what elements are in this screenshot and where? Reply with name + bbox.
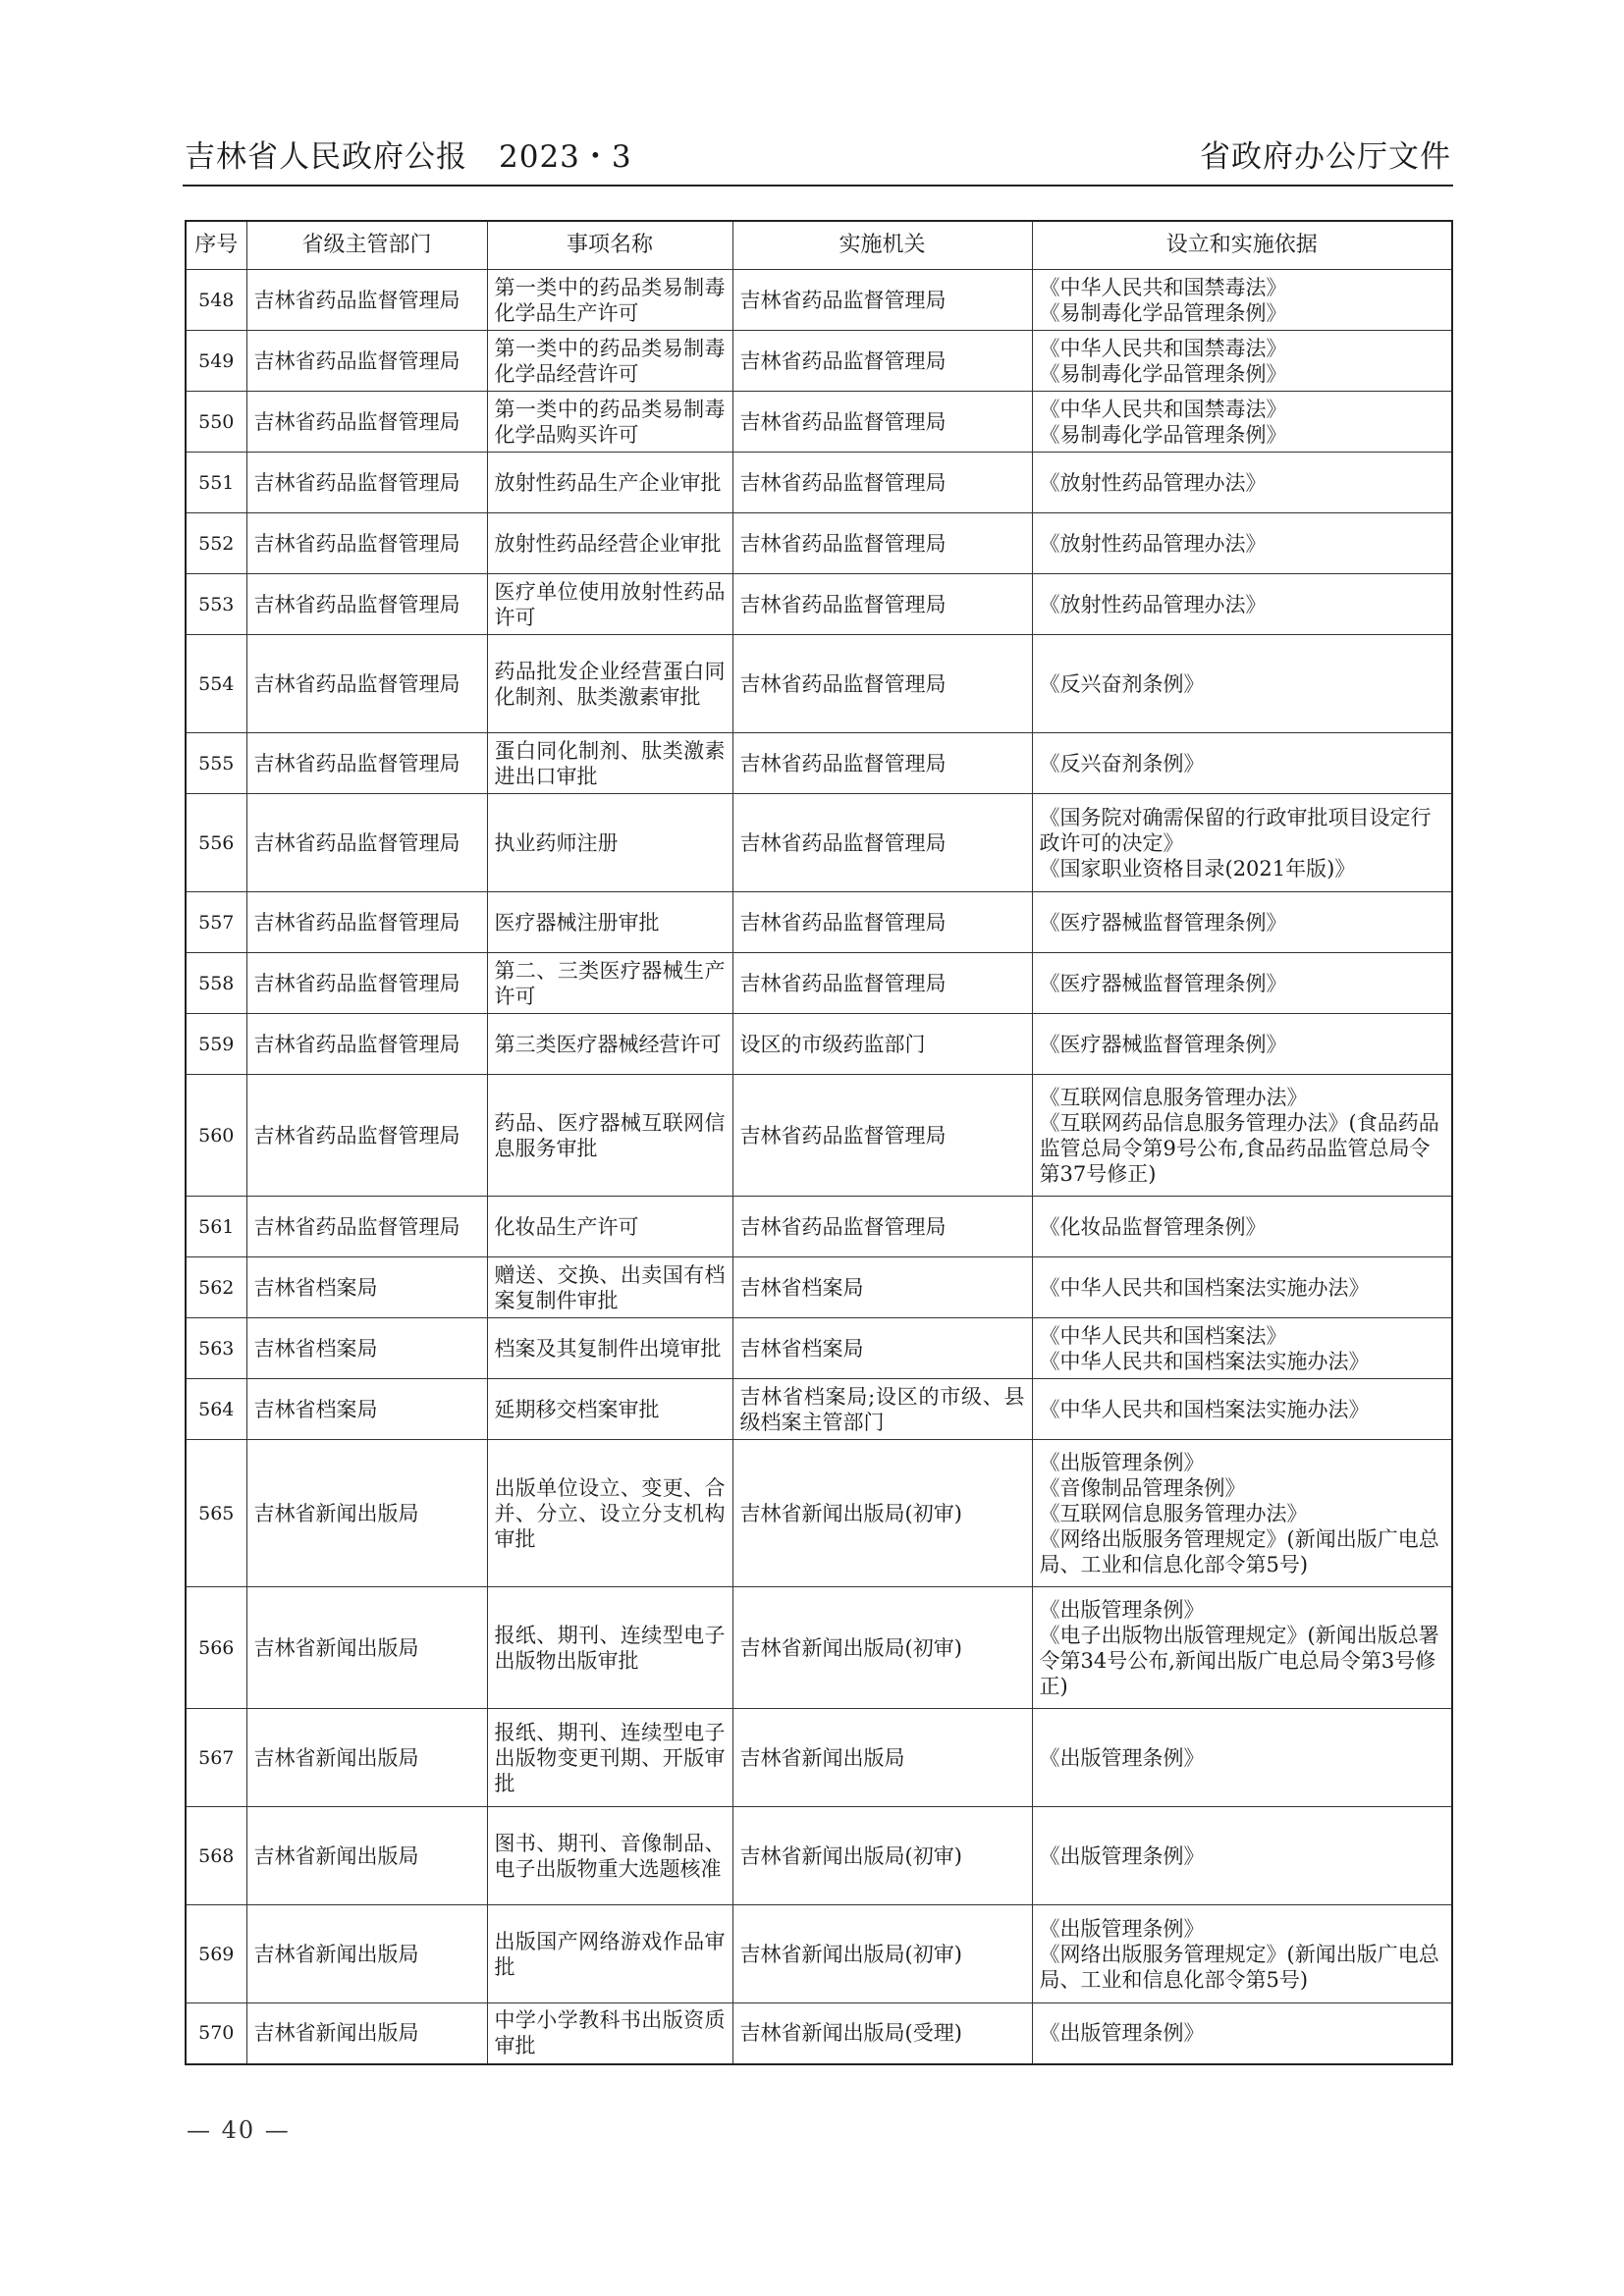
row-item-name: 药品、医疗器械互联网信息服务审批 [487, 1075, 732, 1197]
column-header-number: 序号 [186, 221, 246, 270]
row-item-name: 报纸、期刊、连续型电子出版物出版审批 [487, 1587, 732, 1709]
row-agency: 吉林省药品监督管理局 [732, 635, 1032, 733]
basis-entry: 《国务院对确需保留的行政审批项目设定行政许可的决定》 [1039, 805, 1432, 855]
row-number: 550 [186, 392, 246, 453]
row-agency: 设区的市级药监部门 [732, 1014, 1032, 1075]
row-number: 566 [186, 1587, 246, 1709]
basis-entry: 《出版管理条例》 [1039, 1843, 1205, 1868]
basis-entry: 《出版管理条例》 [1039, 1745, 1205, 1770]
row-number: 568 [186, 1807, 246, 1905]
basis-entry: 《放射性药品管理办法》 [1039, 531, 1267, 556]
row-department: 吉林省药品监督管理局 [246, 392, 487, 453]
row-agency: 吉林省新闻出版局(受理) [732, 2003, 1032, 2064]
table-row [186, 1014, 1452, 1075]
table-row [186, 953, 1452, 1014]
row-basis [1032, 1905, 1452, 2003]
row-agency: 吉林省档案局;设区的市级、县级档案主管部门 [732, 1379, 1032, 1440]
row-basis [1032, 1379, 1452, 1440]
column-header-basis: 设立和实施依据 [1032, 221, 1452, 270]
table-row [186, 513, 1452, 574]
table-row [186, 331, 1452, 392]
row-basis [1032, 513, 1452, 574]
row-basis [1032, 733, 1452, 794]
row-department: 吉林省药品监督管理局 [246, 794, 487, 892]
basis-entry: 《中华人民共和国档案法实施办法》 [1039, 1275, 1370, 1300]
row-number: 548 [186, 270, 246, 331]
table-row [186, 1197, 1452, 1257]
row-agency: 吉林省新闻出版局(初审) [732, 1807, 1032, 1905]
row-item-name: 图书、期刊、音像制品、电子出版物重大选题核准 [487, 1807, 732, 1905]
row-number: 555 [186, 733, 246, 794]
table-row [186, 1075, 1452, 1197]
table-row [186, 733, 1452, 794]
row-agency: 吉林省新闻出版局 [732, 1709, 1032, 1807]
row-department: 吉林省档案局 [246, 1318, 487, 1379]
row-agency: 吉林省新闻出版局(初审) [732, 1440, 1032, 1587]
row-department: 吉林省药品监督管理局 [246, 635, 487, 733]
row-number: 558 [186, 953, 246, 1014]
row-agency: 吉林省药品监督管理局 [732, 392, 1032, 453]
table-row [186, 1318, 1452, 1379]
row-basis [1032, 635, 1452, 733]
row-agency: 吉林省新闻出版局(初审) [732, 1905, 1032, 2003]
row-item-name: 第一类中的药品类易制毒化学品生产许可 [487, 270, 732, 331]
row-department: 吉林省新闻出版局 [246, 1440, 487, 1587]
row-department: 吉林省档案局 [246, 1379, 487, 1440]
basis-entry: 《互联网信息服务管理办法》 [1039, 1085, 1308, 1109]
row-basis [1032, 270, 1452, 331]
basis-entry: 《网络出版服务管理规定》(新闻出版广电总局、工业和信息化部令第5号) [1039, 1526, 1439, 1576]
table-row [186, 794, 1452, 892]
basis-entry: 《中华人民共和国禁毒法》 [1039, 397, 1287, 421]
row-basis [1032, 1587, 1452, 1709]
row-department: 吉林省药品监督管理局 [246, 513, 487, 574]
row-agency: 吉林省档案局 [732, 1318, 1032, 1379]
row-department: 吉林省药品监督管理局 [246, 1197, 487, 1257]
row-basis [1032, 1257, 1452, 1318]
publication-title: 吉林省人民政府公报 2023・3 [185, 139, 632, 175]
basis-entry: 《网络出版服务管理规定》(新闻出版广电总局、工业和信息化部令第5号) [1039, 1942, 1439, 1992]
table-row [186, 892, 1452, 953]
row-agency: 吉林省药品监督管理局 [732, 733, 1032, 794]
table-row [186, 270, 1452, 331]
row-item-name: 赠送、交换、出卖国有档案复制件审批 [487, 1257, 732, 1318]
table-row [186, 2003, 1452, 2064]
basis-entry: 《国家职业资格目录(2021年版)》 [1039, 856, 1356, 881]
row-item-name: 第二、三类医疗器械生产许可 [487, 953, 732, 1014]
row-basis [1032, 574, 1452, 635]
basis-entry: 《出版管理条例》 [1039, 1597, 1205, 1622]
table-row [186, 1257, 1452, 1318]
row-basis [1032, 953, 1452, 1014]
basis-entry: 《放射性药品管理办法》 [1039, 470, 1267, 495]
basis-entry: 《放射性药品管理办法》 [1039, 592, 1267, 616]
page-header [185, 132, 1451, 183]
row-item-name: 出版国产网络游戏作品审批 [487, 1905, 732, 2003]
row-department: 吉林省新闻出版局 [246, 1587, 487, 1709]
column-header-agency: 实施机关 [732, 221, 1032, 270]
table-row [186, 1587, 1452, 1709]
row-number: 557 [186, 892, 246, 953]
row-item-name: 执业药师注册 [487, 794, 732, 892]
row-department: 吉林省档案局 [246, 1257, 487, 1318]
row-number: 549 [186, 331, 246, 392]
row-agency: 吉林省药品监督管理局 [732, 794, 1032, 892]
row-department: 吉林省药品监督管理局 [246, 453, 487, 513]
row-number: 569 [186, 1905, 246, 2003]
row-department: 吉林省药品监督管理局 [246, 574, 487, 635]
row-number: 565 [186, 1440, 246, 1587]
basis-entry: 《中华人民共和国档案法实施办法》 [1039, 1397, 1370, 1421]
basis-entry: 《医疗器械监督管理条例》 [1039, 1032, 1287, 1056]
header-rule [183, 185, 1453, 187]
row-basis [1032, 2003, 1452, 2064]
row-department: 吉林省药品监督管理局 [246, 1075, 487, 1197]
row-item-name: 医疗单位使用放射性药品许可 [487, 574, 732, 635]
table-header-row [186, 221, 1452, 270]
row-item-name: 中学小学教科书出版资质审批 [487, 2003, 732, 2064]
table-row [186, 1709, 1452, 1807]
row-item-name: 第一类中的药品类易制毒化学品购买许可 [487, 392, 732, 453]
row-agency: 吉林省新闻出版局(初审) [732, 1587, 1032, 1709]
row-department: 吉林省药品监督管理局 [246, 733, 487, 794]
row-basis [1032, 1318, 1452, 1379]
row-agency: 吉林省药品监督管理局 [732, 513, 1032, 574]
basis-entry: 《出版管理条例》 [1039, 1450, 1205, 1474]
row-item-name: 档案及其复制件出境审批 [487, 1318, 732, 1379]
row-agency: 吉林省药品监督管理局 [732, 1197, 1032, 1257]
page-number: — 40 — [187, 2116, 291, 2144]
row-basis [1032, 331, 1452, 392]
row-basis [1032, 1075, 1452, 1197]
row-number: 551 [186, 453, 246, 513]
row-basis [1032, 1709, 1452, 1807]
row-number: 560 [186, 1075, 246, 1197]
row-item-name: 医疗器械注册审批 [487, 892, 732, 953]
row-item-name: 蛋白同化制剂、肽类激素进出口审批 [487, 733, 732, 794]
row-number: 567 [186, 1709, 246, 1807]
basis-entry: 《化妆品监督管理条例》 [1039, 1214, 1267, 1239]
basis-entry: 《互联网信息服务管理办法》 [1039, 1501, 1308, 1525]
basis-entry: 《反兴奋剂条例》 [1039, 751, 1205, 775]
table-row [186, 1905, 1452, 2003]
row-item-name: 报纸、期刊、连续型电子出版物变更刊期、开版审批 [487, 1709, 732, 1807]
row-basis [1032, 453, 1452, 513]
row-number: 562 [186, 1257, 246, 1318]
row-number: 552 [186, 513, 246, 574]
column-header-department: 省级主管部门 [246, 221, 487, 270]
basis-entry: 《反兴奋剂条例》 [1039, 671, 1205, 696]
basis-entry: 《医疗器械监督管理条例》 [1039, 910, 1287, 934]
row-item-name: 第三类医疗器械经营许可 [487, 1014, 732, 1075]
row-agency: 吉林省药品监督管理局 [732, 892, 1032, 953]
row-basis [1032, 794, 1452, 892]
basis-entry: 《电子出版物出版管理规定》(新闻出版总署令第34号公布,新闻出版广电总局令第3号修正) [1039, 1623, 1439, 1698]
table-row [186, 392, 1452, 453]
basis-entry: 《音像制品管理条例》 [1039, 1475, 1246, 1500]
basis-entry: 《中华人民共和国档案法实施办法》 [1039, 1349, 1370, 1373]
row-number: 559 [186, 1014, 246, 1075]
row-number: 556 [186, 794, 246, 892]
table-row [186, 574, 1452, 635]
row-agency: 吉林省药品监督管理局 [732, 453, 1032, 513]
row-number: 563 [186, 1318, 246, 1379]
row-item-name: 延期移交档案审批 [487, 1379, 732, 1440]
row-number: 554 [186, 635, 246, 733]
table-row [186, 1379, 1452, 1440]
row-basis [1032, 392, 1452, 453]
column-header-item: 事项名称 [487, 221, 732, 270]
table-row [186, 1440, 1452, 1587]
row-agency: 吉林省档案局 [732, 1257, 1032, 1318]
row-agency: 吉林省药品监督管理局 [732, 953, 1032, 1014]
basis-entry: 《中华人民共和国禁毒法》 [1039, 336, 1287, 360]
row-department: 吉林省药品监督管理局 [246, 331, 487, 392]
row-item-name: 放射性药品经营企业审批 [487, 513, 732, 574]
basis-entry: 《易制毒化学品管理条例》 [1039, 422, 1287, 447]
row-basis [1032, 1014, 1452, 1075]
row-number: 564 [186, 1379, 246, 1440]
basis-entry: 《出版管理条例》 [1039, 1916, 1205, 1941]
table-row [186, 635, 1452, 733]
basis-entry: 《中华人民共和国档案法》 [1039, 1323, 1287, 1348]
row-item-name: 出版单位设立、变更、合并、分立、设立分支机构审批 [487, 1440, 732, 1587]
row-number: 561 [186, 1197, 246, 1257]
section-title: 省政府办公厅文件 [1200, 139, 1451, 175]
row-department: 吉林省药品监督管理局 [246, 953, 487, 1014]
row-item-name: 药品批发企业经营蛋白同化制剂、肽类激素审批 [487, 635, 732, 733]
row-department: 吉林省药品监督管理局 [246, 892, 487, 953]
basis-entry: 《互联网药品信息服务管理办法》(食品药品监管总局令第9号公布,食品药品监管总局令第37号修正) [1039, 1110, 1439, 1186]
row-agency: 吉林省药品监督管理局 [732, 331, 1032, 392]
row-department: 吉林省新闻出版局 [246, 1905, 487, 2003]
row-department: 吉林省新闻出版局 [246, 1807, 487, 1905]
row-basis [1032, 1440, 1452, 1587]
row-item-name: 第一类中的药品类易制毒化学品经营许可 [487, 331, 732, 392]
row-number: 553 [186, 574, 246, 635]
basis-entry: 《出版管理条例》 [1039, 2021, 1205, 2046]
row-agency: 吉林省药品监督管理局 [732, 270, 1032, 331]
row-department: 吉林省药品监督管理局 [246, 270, 487, 331]
row-basis [1032, 1197, 1452, 1257]
basis-entry: 《易制毒化学品管理条例》 [1039, 361, 1287, 386]
basis-entry: 《易制毒化学品管理条例》 [1039, 300, 1287, 325]
row-basis [1032, 1807, 1452, 1905]
basis-entry: 《中华人民共和国禁毒法》 [1039, 275, 1287, 299]
table-row [186, 453, 1452, 513]
row-department: 吉林省药品监督管理局 [246, 1014, 487, 1075]
table-row [186, 1807, 1452, 1905]
row-department: 吉林省新闻出版局 [246, 2003, 487, 2064]
approval-items-table [185, 220, 1453, 2065]
basis-entry: 《医疗器械监督管理条例》 [1039, 971, 1287, 995]
row-number: 570 [186, 2003, 246, 2064]
row-department: 吉林省新闻出版局 [246, 1709, 487, 1807]
row-agency: 吉林省药品监督管理局 [732, 1075, 1032, 1197]
row-item-name: 放射性药品生产企业审批 [487, 453, 732, 513]
row-item-name: 化妆品生产许可 [487, 1197, 732, 1257]
row-agency: 吉林省药品监督管理局 [732, 574, 1032, 635]
row-basis [1032, 892, 1452, 953]
